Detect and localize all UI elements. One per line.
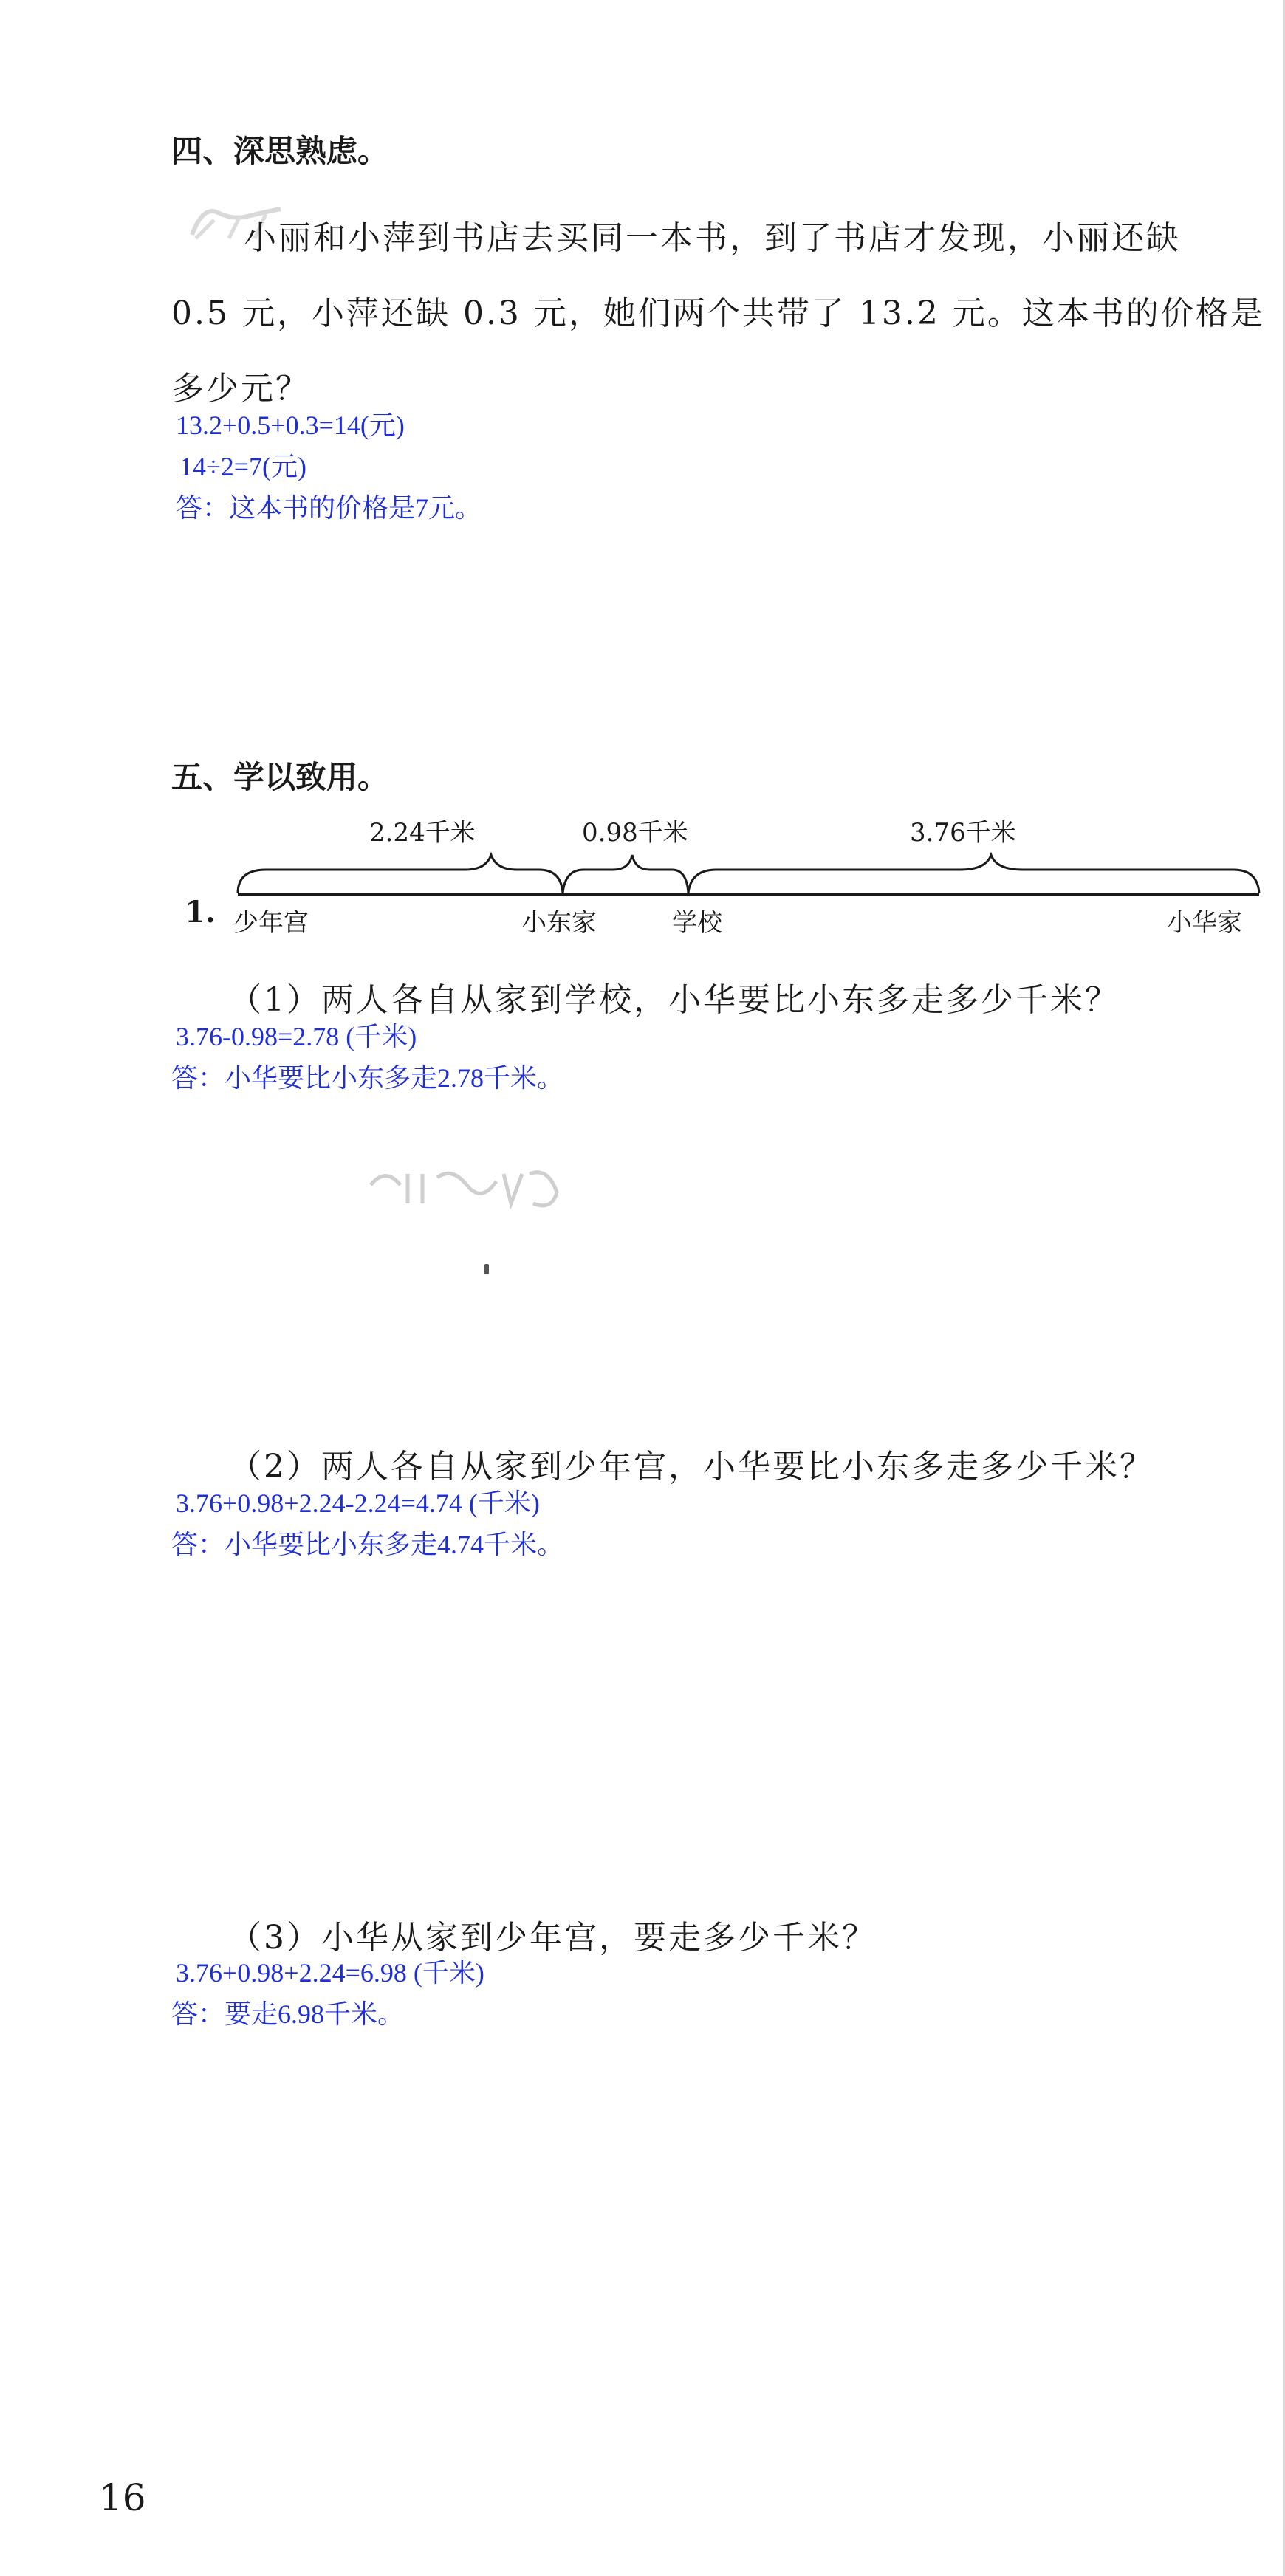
brace-segment-2 [563,855,688,893]
point-label-school: 学校 [672,908,722,938]
watermark-logo-2 [363,1152,570,1218]
page-number: 16 [99,2476,146,2519]
answer-line-1: 13.2+0.5+0.3=14(元) [176,411,405,440]
q1-answer-line-1: 3.76-0.98=2.78 (千米) [176,1022,417,1051]
problem-line-2: 0.5 元，小萍还缺 0.3 元，她们两个共带了 13.2 元。这本书的价格是 [171,295,1265,332]
point-label-shaonian-gong: 少年宫 [233,908,309,938]
question-2: （2）两人各自从家到少年宫，小华要比小东多走多少千米？ [229,1448,1154,1486]
q2-answer-line-1: 3.76+0.98+2.24-2.24=4.74 (千米) [176,1488,540,1518]
answer-line-3: 答：这本书的价格是7元。 [176,493,482,523]
q2-answer-line-2: 答：小华要比小东多走4.74千米。 [171,1530,564,1559]
problem-line-1: 小丽和小萍到书店去买同一本书，到了书店才发现，小丽还缺 [244,219,1181,257]
point-label-xiaodong-home: 小东家 [521,908,597,938]
question-3: （3）小华从家到少年宫，要走多少千米？ [229,1919,877,1957]
stray-mark [484,1264,489,1274]
section-4-heading: 四、深思熟虑。 [171,133,389,169]
section-5-heading: 五、学以致用。 [171,759,389,795]
q3-answer-line-2: 答：要走6.98千米。 [171,1999,405,2029]
brace-segment-3 [688,855,1259,893]
answer-line-2: 14÷2=7(元) [179,452,307,481]
item-number: 1. [185,895,216,930]
segment-label-1: 2.24千米 [369,818,476,848]
problem-line-3: 多少元？ [171,370,310,408]
segment-label-3: 3.76千米 [910,818,1016,848]
brace-segment-1 [238,855,563,893]
segment-label-2: 0.98千米 [582,818,688,848]
q3-answer-line-1: 3.76+0.98+2.24=6.98 (千米) [176,1958,484,1988]
question-1: （1）两人各自从家到学校，小华要比小东多走多少千米？ [229,981,1120,1019]
point-label-xiaohua-home: 小华家 [1167,908,1242,938]
q1-answer-line-2: 答：小华要比小东多走2.78千米。 [171,1063,564,1093]
